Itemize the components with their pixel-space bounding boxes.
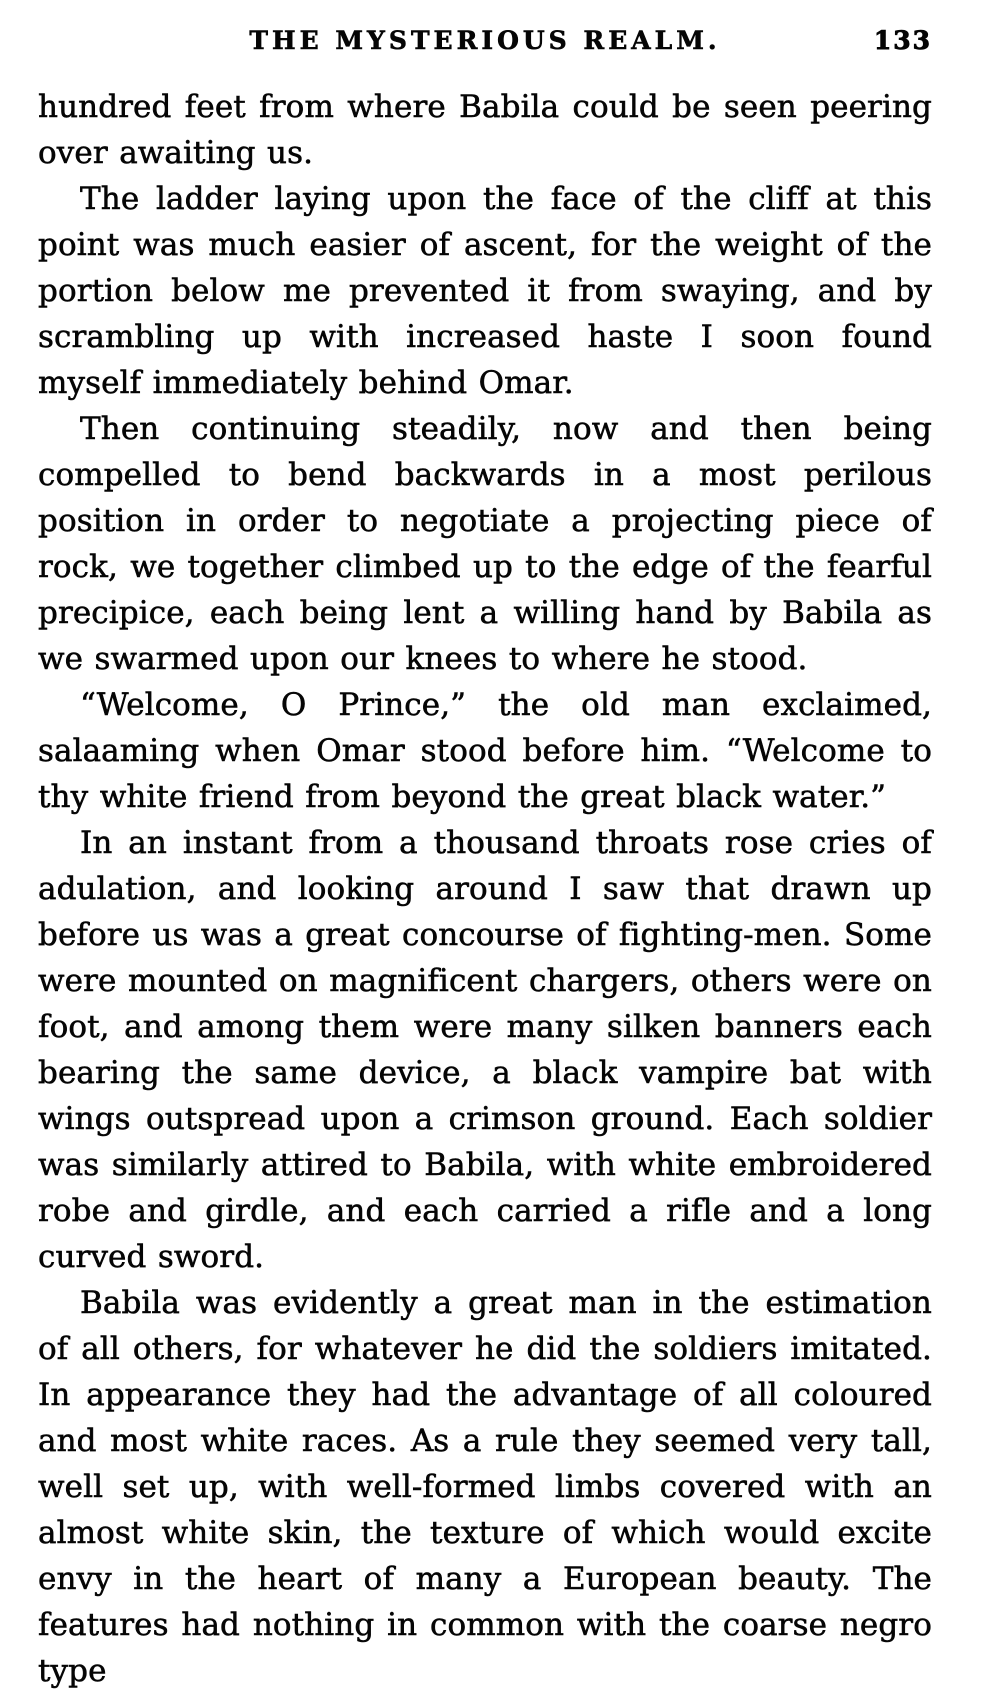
paragraph-continuation: hundred feet from where Babila could be seen peering over awaiting us. (38, 89, 932, 171)
page-number: 133 (873, 26, 932, 55)
paragraph: In an instant from a thousand throats rose cries of adulation, and looking around I saw that drawn up before us was a great concourse of fighting-men. Some were mounted on magnificent chargers, others were on foot, and among them were many silken banners each bearing the same device, a black vampire bat with wings outspread upon a crimson ground. Each soldier was similarly attired to Babila, with white embroidered robe and girdle, and each carried a rifle and a long curved sword. (38, 825, 932, 1275)
page-header-title: THE MYSTERIOUS REALM. (249, 26, 721, 55)
text-block (38, 84, 932, 1694)
paragraph: Then continuing steadily, now and then being compelled to bend backwards in a most perilous position in order to negotiate a projecting piece of rock, we together climbed up to the edge of the fearful precipice, each being lent a willing hand by Babila as we swarmed upon our knees to where he stood. (38, 411, 932, 677)
paragraph: The ladder laying upon the face of the cliff at this point was much easier of ascent, for the weight of the portion below me prevented it from swaying, and by scrambling up with increased haste I soon found myself immediately behind Omar. (38, 181, 932, 401)
paragraph-dialogue: “Welcome, O Prince,” the old man exclaimed, salaaming when Omar stood before him. “Welcome to thy white friend from beyond the great black water.” (38, 687, 932, 815)
running-head (38, 26, 932, 60)
paragraph: Babila was evidently a great man in the estimation of all others, for whatever he did the soldiers imitated. In appearance they had the advantage of all coloured and most white races. As a rule they seemed very tall, well set up, with well-formed limbs covered with an almost white skin, the texture of which would excite envy in the heart of many a European beauty. The features had nothing in common with the coarse negro type (38, 1285, 932, 1689)
